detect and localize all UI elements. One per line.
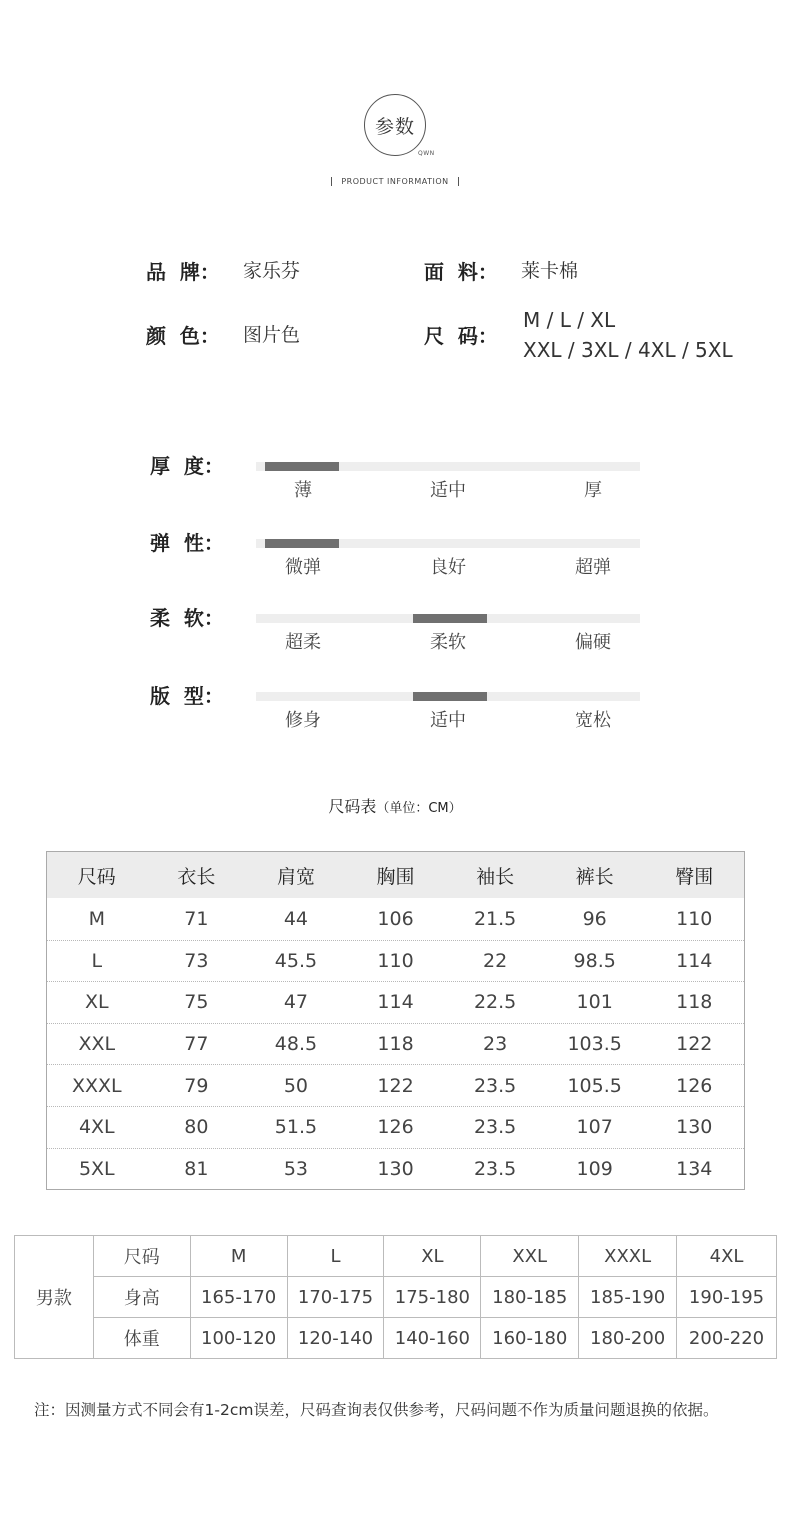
row-header: 尺码 [93,1236,190,1277]
row-header: 身高 [93,1277,190,1318]
scale-track [256,692,640,701]
table-cell: 110 [676,907,713,930]
table-cell: 23 [483,1033,508,1056]
scale-label: 版 型： [150,684,224,708]
table-cell: 134 [676,1157,713,1180]
color-label: 颜 色： [146,324,220,348]
table-cell: XXL [78,1033,116,1056]
table-cell: 126 [676,1074,713,1097]
divider [458,177,459,186]
table-cell: XXXL [579,1236,677,1277]
table-cell: L [91,949,103,972]
table-cell: 80 [184,1116,209,1139]
table-cell: 110 [377,949,414,972]
table-cell: 122 [676,1033,713,1056]
table-cell: XL [84,991,109,1014]
table-cell: XXXL [71,1074,122,1097]
table-cell: 100-120 [190,1318,287,1359]
header-subtitle [0,177,790,186]
scale-option: 宽松 [575,710,611,731]
table-cell: 175-180 [384,1277,481,1318]
table-cell: 22 [483,949,508,972]
table-cell: 118 [377,1033,414,1056]
table-cell: 5XL [78,1157,115,1180]
size-value-line1: M / L / XL [523,308,616,332]
table-cell: 47 [283,991,309,1014]
table-cell: L [287,1236,384,1277]
table-cell: 23.5 [473,1116,517,1139]
table-row [47,1023,744,1065]
table-cell: 79 [184,1074,209,1097]
table-cell: 23.5 [473,1157,517,1180]
scale-label: 柔 软： [150,606,224,630]
column-header: 臀围 [675,865,714,888]
table-cell: 130 [676,1116,713,1139]
table-cell: 130 [377,1157,414,1180]
divider [331,177,332,186]
table-cell: 140-160 [384,1318,481,1359]
scale-indicator [265,539,339,548]
header-subtitle-text: PRODUCT INFORMATION [341,177,449,186]
table-cell: 114 [377,991,414,1014]
scale-indicator [413,614,487,623]
table-cell: 4XL [677,1236,777,1277]
table-cell: 96 [582,907,607,930]
size-table-unit: （单位：CM） [376,801,462,816]
table-cell: 81 [184,1157,209,1180]
scale-option: 超柔 [285,632,321,653]
table-cell: 77 [184,1033,209,1056]
column-header: 袖长 [476,865,515,888]
scale-label: 厚 度： [150,454,224,478]
size-label: 尺 码： [424,324,498,348]
scale-option: 适中 [430,480,466,501]
table-cell: 21.5 [473,907,517,930]
scale-option: 超弹 [575,557,611,578]
table-row [47,1106,744,1148]
table-cell: 50 [283,1074,309,1097]
table-cell: 190-195 [677,1277,777,1318]
scale-track [256,614,640,623]
scale-indicator [413,692,487,701]
scale-label: 弹 性： [150,531,224,555]
column-header: 胸围 [376,865,415,888]
table-cell: 98.5 [573,949,616,972]
men-size-table [14,1235,777,1359]
column-header: 肩宽 [276,865,315,888]
table-cell: 200-220 [677,1318,777,1359]
scale-track [256,462,640,471]
table-cell: 160-180 [481,1318,579,1359]
size-table [46,851,745,1190]
table-row [47,1064,744,1106]
size-table-header [47,852,744,898]
table-cell: 75 [184,991,209,1014]
size-table-title-text: 尺码表 [328,797,377,816]
column-header: 尺码 [77,865,116,888]
fabric-label: 面 料： [424,260,498,284]
table-cell: 103.5 [567,1033,622,1056]
table-cell: 185-190 [579,1277,677,1318]
table-cell: 114 [676,949,713,972]
table-cell: 44 [283,907,309,930]
header-small-text: QWN [418,150,435,157]
table-cell: 180-200 [579,1318,677,1359]
scale-indicator [265,462,339,471]
group-label: 男款 [15,1236,94,1359]
table-row [15,1277,777,1318]
brand-label: 品 牌： [146,260,220,284]
table-cell: 71 [184,907,209,930]
note: 注：因测量方式不同会有1-2cm误差，尺码查询表仅供参考，尺码问题不作为质量问题退换的依据。 [34,1401,719,1419]
table-row [47,981,744,1023]
fabric-value: 莱卡棉 [521,260,579,282]
scale-option: 良好 [430,557,466,578]
size-table-title [0,794,790,817]
scale-option: 偏硬 [575,632,611,653]
table-cell: 23.5 [473,1074,517,1097]
table-cell: 45.5 [274,949,318,972]
table-cell: 105.5 [567,1074,622,1097]
row-header: 体重 [93,1318,190,1359]
table-cell: 73 [184,949,209,972]
table-cell: 165-170 [190,1277,287,1318]
table-row [15,1318,777,1359]
scale-option: 厚 [584,480,602,501]
table-cell: 170-175 [287,1277,384,1318]
table-row [15,1236,777,1277]
table-cell: 118 [676,991,713,1014]
scale-option: 修身 [285,710,321,731]
table-cell: 51.5 [274,1116,318,1139]
brand-value: 家乐芬 [243,260,301,282]
table-row [47,1148,744,1190]
table-cell: 180-185 [481,1277,579,1318]
table-cell: XXL [481,1236,579,1277]
scale-option: 柔软 [430,632,466,653]
table-cell: 106 [377,907,414,930]
table-cell: 107 [576,1116,613,1139]
table-cell: 22.5 [473,991,517,1014]
table-cell: M [190,1236,287,1277]
table-row [47,898,744,940]
table-row [47,940,744,982]
table-cell: M [88,907,105,930]
color-value: 图片色 [243,324,301,346]
table-cell: 109 [576,1157,613,1180]
size-value-line2: XXL / 3XL / 4XL / 5XL [523,338,733,362]
header-title: 参数 [374,116,415,138]
table-cell: 101 [576,991,613,1014]
table-cell: XL [384,1236,481,1277]
scale-option: 微弹 [285,557,321,578]
scale-track [256,539,640,548]
column-header: 衣长 [177,865,216,888]
table-cell: 48.5 [274,1033,318,1056]
scale-option: 薄 [294,480,312,501]
column-header: 裤长 [575,865,614,888]
scale-option: 适中 [430,710,466,731]
table-cell: 126 [377,1116,414,1139]
table-cell: 53 [283,1157,309,1180]
table-cell: 120-140 [287,1318,384,1359]
table-cell: 4XL [78,1116,115,1139]
table-cell: 122 [377,1074,414,1097]
